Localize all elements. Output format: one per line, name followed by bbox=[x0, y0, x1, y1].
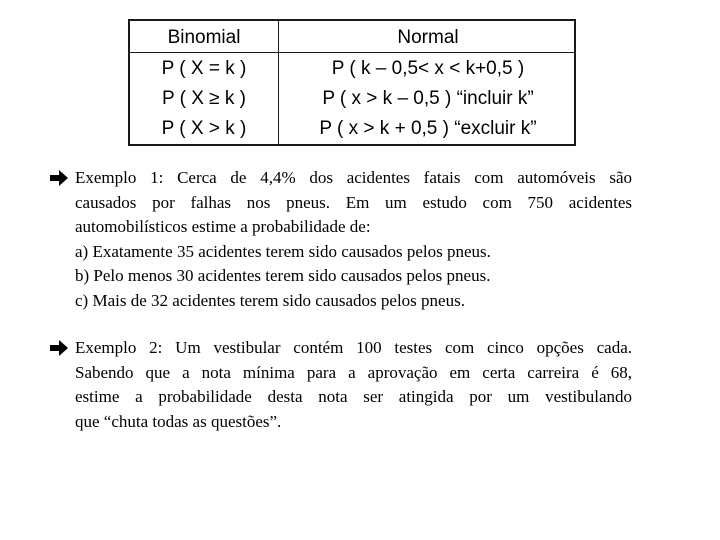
example-2-line: Sabendo que a nota mínima para a aprovação em certa carreira é 68, bbox=[75, 362, 632, 382]
binomial-normal-table bbox=[128, 19, 576, 146]
table-header-divider bbox=[130, 52, 574, 53]
example-1-text bbox=[75, 166, 632, 313]
example-2-line: estime a probabilidade desta nota ser atingida por um vestibulando bbox=[75, 387, 632, 406]
example-1-item-b: b) Pelo menos 30 acidentes terem sido causados pelos pneus. bbox=[75, 266, 491, 285]
table-cell-binomial-gt: P ( X > k ) bbox=[161, 118, 247, 139]
table-column-divider bbox=[278, 21, 279, 144]
example-1-item-c: c) Mais de 32 acidentes terem sido causados pelos pneus. bbox=[75, 290, 465, 310]
arrow-right-icon bbox=[48, 336, 70, 360]
example-1-line: causados por falhas nos pneus. Em um estudo com 750 acidentes bbox=[75, 192, 632, 212]
example-2-block bbox=[48, 336, 632, 434]
example-2-line: que “chuta todas as questões”. bbox=[75, 411, 282, 431]
table-header-normal: Normal bbox=[397, 27, 459, 48]
table-header-binomial: Binomial bbox=[167, 27, 241, 48]
example-2-text bbox=[75, 336, 632, 434]
table-cell-binomial-geq: P ( X ≥ k ) bbox=[162, 88, 246, 109]
table-cell-normal-geq: P ( x > k – 0,5 ) “incluir k” bbox=[322, 88, 534, 109]
example-1-item-a: a) Exatamente 35 acidentes terem sido causados pelos pneus. bbox=[75, 241, 491, 261]
arrow-right-icon bbox=[48, 166, 70, 190]
example-1-block bbox=[48, 166, 632, 313]
example-2-line: Exemplo 2: Um vestibular contém 100 testes com cinco opções cada. bbox=[75, 338, 632, 357]
table-cell-binomial-equal: P ( X = k ) bbox=[161, 58, 247, 79]
table-cell-normal-equal: P ( k – 0,5< x < k+0,5 ) bbox=[331, 58, 525, 79]
example-1-line: automobilísticos estime a probabilidade de: bbox=[75, 217, 371, 236]
example-1-line: Exemplo 1: Cerca de 4,4% dos acidentes fatais com automóveis são bbox=[75, 168, 632, 187]
table-cell-normal-gt: P ( x > k + 0,5 ) “excluir k” bbox=[319, 118, 537, 139]
